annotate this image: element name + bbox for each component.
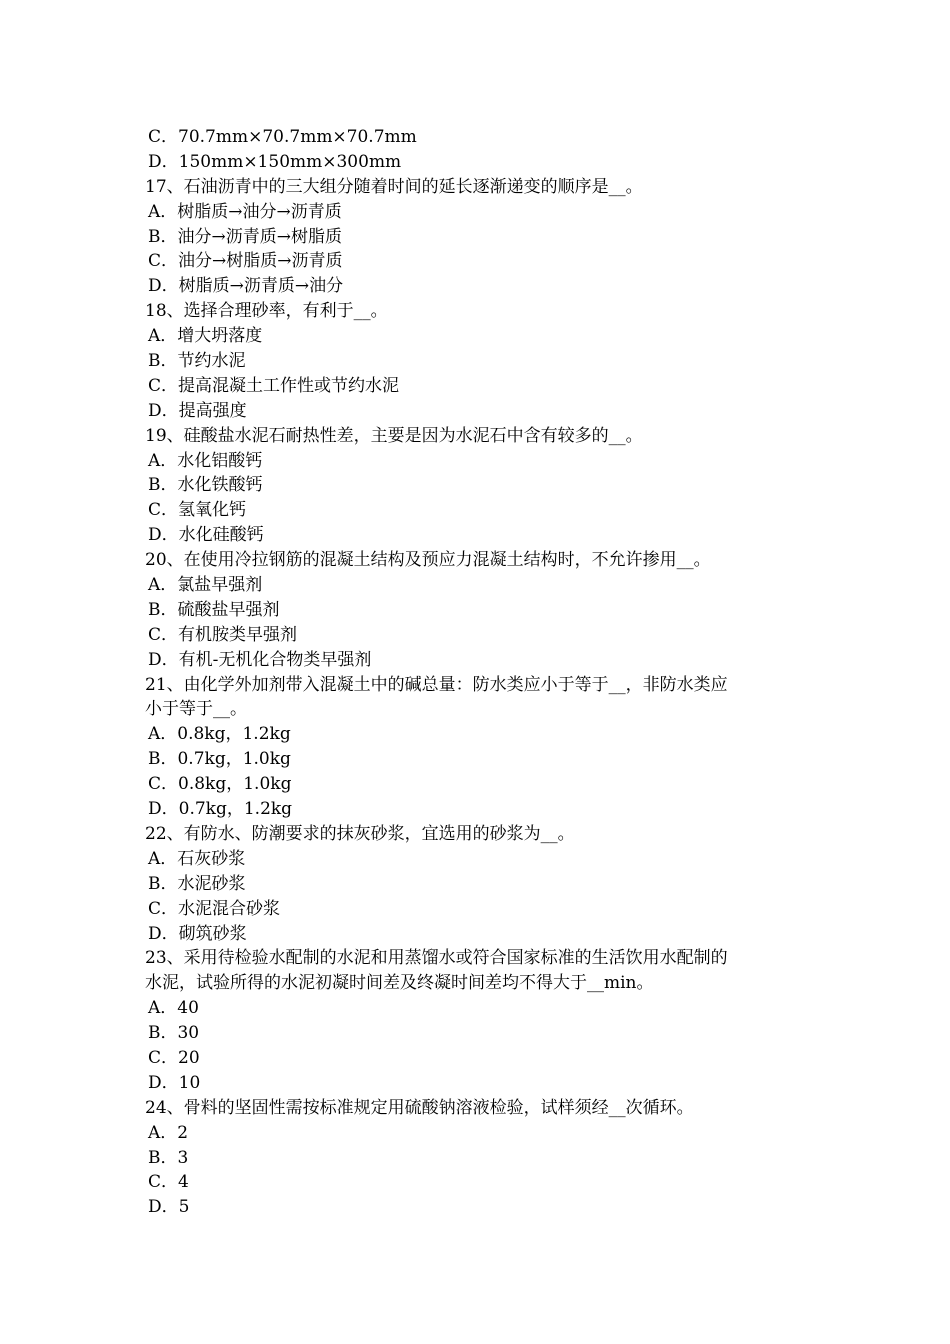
question-text-line: 22、有防水、防潮要求的抹灰砂浆，宜选用的砂浆为__。	[145, 823, 575, 844]
answer-option: A．石灰砂浆	[148, 848, 246, 869]
answer-option: A．增大坍落度	[148, 326, 263, 347]
answer-option: D．树脂质→沥青质→油分	[148, 276, 344, 297]
question-text-line: 20、在使用冷拉钢筋的混凝土结构及预应力混凝土结构时，不允许掺用__。	[145, 550, 711, 571]
question-text-line: 19、硅酸盐水泥石耐热性差，主要是因为水泥石中含有较多的__。	[145, 425, 643, 446]
answer-option: C．水泥混合砂浆	[148, 898, 281, 919]
question-text-line: 小于等于__。	[145, 699, 247, 720]
answer-option: B．油分→沥青质→树脂质	[148, 226, 342, 247]
answer-option: C．70.7mm×70.7mm×70.7mm	[148, 127, 417, 147]
answer-option: A．水化铝酸钙	[148, 450, 263, 471]
answer-option: A．树脂质→油分→沥青质	[148, 201, 342, 222]
question-text-line: 18、选择合理砂率，有利于__。	[145, 301, 388, 322]
question-text-line: 17、石油沥青中的三大组分随着时间的延长逐渐递变的顺序是__。	[145, 176, 643, 197]
answer-option: C．氢氧化钙	[148, 500, 247, 521]
answer-option: C．0.8kg，1.0kg	[148, 774, 292, 795]
answer-option: C．4	[148, 1172, 189, 1193]
question-text-line: 水泥，试验所得的水泥初凝时间差及终凝时间差均不得大于__min。	[145, 973, 654, 994]
answer-option: A．氯盐早强剂	[148, 575, 263, 596]
answer-option: D．砌筑砂浆	[148, 923, 247, 944]
document-page	[145, 125, 815, 1220]
answer-option: D．水化硅酸钙	[148, 525, 264, 546]
answer-option: D．10	[148, 1072, 201, 1093]
answer-option: B．30	[148, 1023, 200, 1044]
question-text-line: 24、骨料的坚固性需按标准规定用硫酸钠溶液检验，试样须经__次循环。	[145, 1097, 694, 1118]
answer-option: D．0.7kg，1.2kg	[148, 799, 293, 820]
answer-option: D．有机-无机化合物类早强剂	[148, 649, 372, 670]
answer-option: A．0.8kg，1.2kg	[148, 724, 291, 745]
answer-option: C．油分→树脂质→沥青质	[148, 251, 343, 272]
answer-option: B．节约水泥	[148, 351, 246, 372]
answer-option: C．有机胺类早强剂	[148, 624, 298, 645]
answer-option: A．40	[148, 998, 199, 1019]
answer-option: D．150mm×150mm×300mm	[148, 151, 402, 172]
answer-option: B．水泥砂浆	[148, 873, 246, 894]
question-text-line: 21、由化学外加剂带入混凝土中的碱总量：防水类应小于等于__，非防水类应	[145, 674, 728, 695]
answer-option: C．20	[148, 1047, 200, 1068]
answer-option: D．5	[148, 1197, 190, 1218]
answer-option: D．提高强度	[148, 400, 247, 421]
answer-option: B．3	[148, 1147, 189, 1168]
answer-option: B．硫酸盐早强剂	[148, 599, 280, 620]
answer-option: C．提高混凝土工作性或节约水泥	[148, 375, 400, 396]
question-text-line: 23、采用待检验水配制的水泥和用蒸馏水或符合国家标准的生活饮用水配制的	[145, 948, 728, 969]
answer-option: B．水化铁酸钙	[148, 475, 263, 496]
answer-option: B．0.7kg，1.0kg	[148, 749, 291, 770]
answer-option: A．2	[148, 1122, 189, 1143]
